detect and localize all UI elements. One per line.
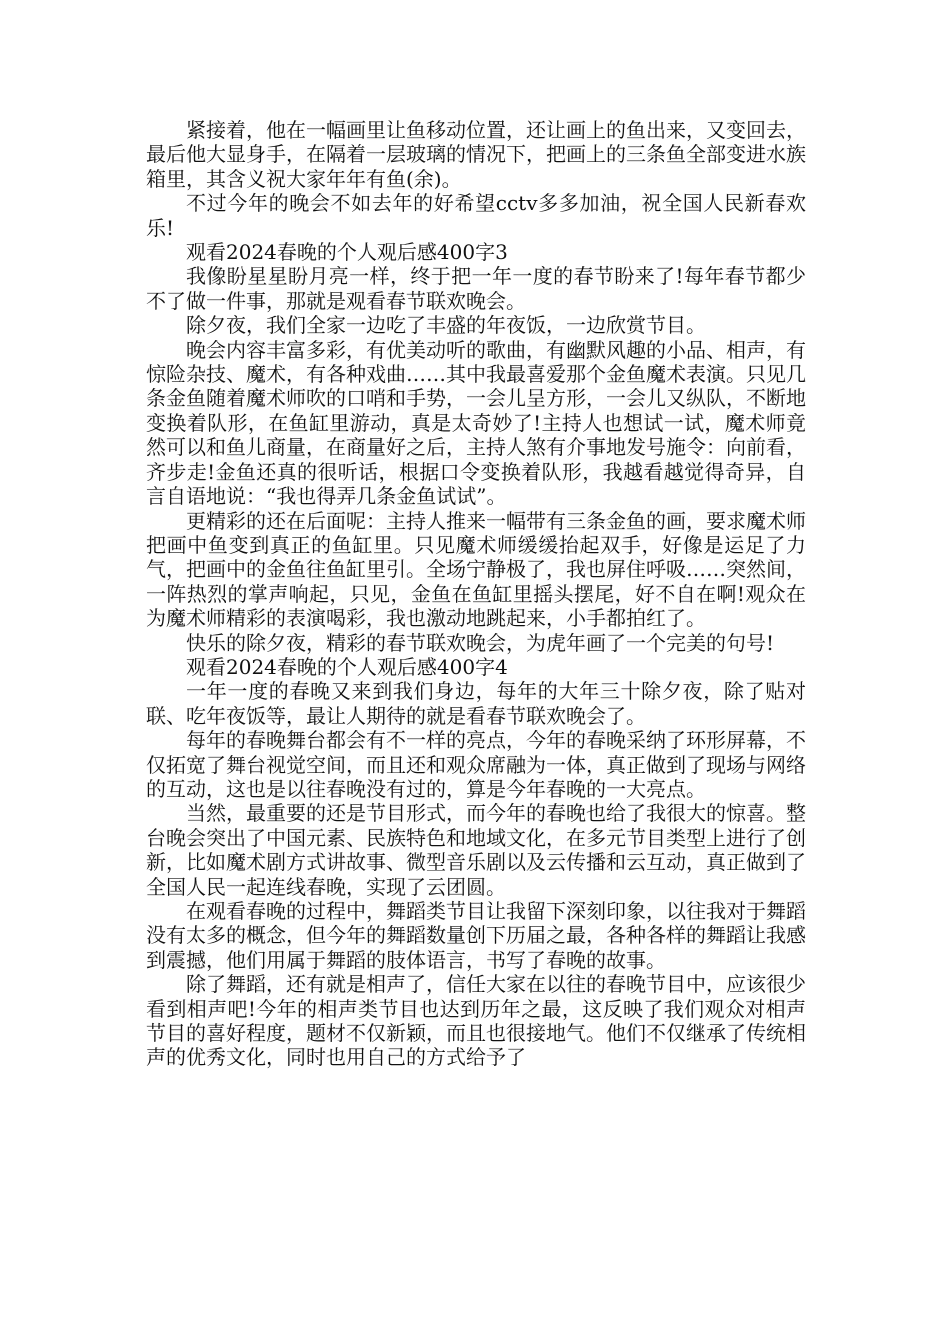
- paragraph: 当然，最重要的还是节目形式，而今年的春晚也给了我很大的惊喜。整台晚会突出了中国元素、民族特色和地域文化，在多元节目类型上进行了创新，比如魔术剧方式讲故事、微型音乐剧以及云传播和云互动，真正做到了全国人民一起连线春晚，实现了云团圆。: [146, 801, 806, 899]
- paragraph: 更精彩的还在后面呢：主持人推来一幅带有三条金鱼的画，要求魔术师把画中鱼变到真正的鱼缸里。只见魔术师缓缓抬起双手，好像是运足了力气，把画中的金鱼往鱼缸里引。全场宁静极了，我也屏住呼吸……突然间，一阵热烈的掌声响起，只见，金鱼在鱼缸里摇头摆尾，好不自在啊!观众在为魔术师精彩的表演喝彩，我也激动地跳起来，小手都拍红了。: [146, 508, 806, 631]
- paragraph: 每年的春晚舞台都会有不一样的亮点，今年的春晚采纳了环形屏幕，不仅拓宽了舞台视觉空间，而且还和观众席融为一体，真正做到了现场与网络的互动，这也是以往春晚没有过的，算是今年春晚的一大亮点。: [146, 728, 806, 801]
- paragraph: 我像盼星星盼月亮一样，终于把一年一度的春节盼来了!每年春节都少不了做一件事，那就是观看春节联欢晚会。: [146, 264, 806, 313]
- paragraph: 除夕夜，我们全家一边吃了丰盛的年夜饭，一边欣赏节目。: [186, 313, 706, 338]
- paragraph: 紧接着，他在一幅画里让鱼移动位置，还让画上的鱼出来，又变回去，最后他大显身手，在隔着一层玻璃的情况下，把画上的三条鱼全部变进水族箱里，其含义祝大家年年有鱼(余)。: [146, 118, 806, 191]
- paragraph: 不过今年的晚会不如去年的好希望cctv多多加油，祝全国人民新春欢乐!: [146, 191, 806, 240]
- paragraph: 除了舞蹈，还有就是相声了，信任大家在以往的春晚节目中，应该很少看到相声吧!今年的相声类节目也达到历年之最，这反映了我们观众对相声节目的喜好程度，题材不仅新颖，而且也很接地气。他们不仅继承了传统相声的优秀文化，同时也用自己的方式给予了: [146, 972, 806, 1070]
- document-body: [146, 118, 806, 1070]
- paragraph: 一年一度的春晚又来到我们身边，每年的大年三十除夕夜，除了贴对联、吃年夜饭等，最让人期待的就是看春节联欢晚会了。: [146, 679, 806, 728]
- section-heading: 观看2024春晚的个人观后感400字3: [186, 240, 508, 265]
- paragraph: 快乐的除夕夜，精彩的春节联欢晚会，为虎年画了一个完美的句号!: [186, 630, 775, 655]
- section-heading: 观看2024春晚的个人观后感400字4: [186, 654, 508, 679]
- paragraph: 晚会内容丰富多彩，有优美动听的歌曲，有幽默风趣的小品、相声，有惊险杂技、魔术，有各种戏曲……其中我最喜爱那个金鱼魔术表演。只见几条金鱼随着魔术师吹的口哨和手势，一会儿呈方形，一会儿又纵队，不断地变换着队形，在鱼缸里游动，真是太奇妙了!主持人也想试一试，魔术师竟然可以和鱼儿商量，在商量好之后，主持人煞有介事地发号施令：向前看，齐步走!金鱼还真的很听话，根据口令变换着队形，我越看越觉得奇异，自言自语地说：“我也得弄几条金鱼试试”。: [146, 337, 806, 509]
- paragraph: 在观看春晚的过程中，舞蹈类节目让我留下深刻印象，以往我对于舞蹈没有太多的概念，但今年的舞蹈数量创下历届之最，各种各样的舞蹈让我感到震撼，他们用属于舞蹈的肢体语言，书写了春晚的故事。: [146, 899, 806, 972]
